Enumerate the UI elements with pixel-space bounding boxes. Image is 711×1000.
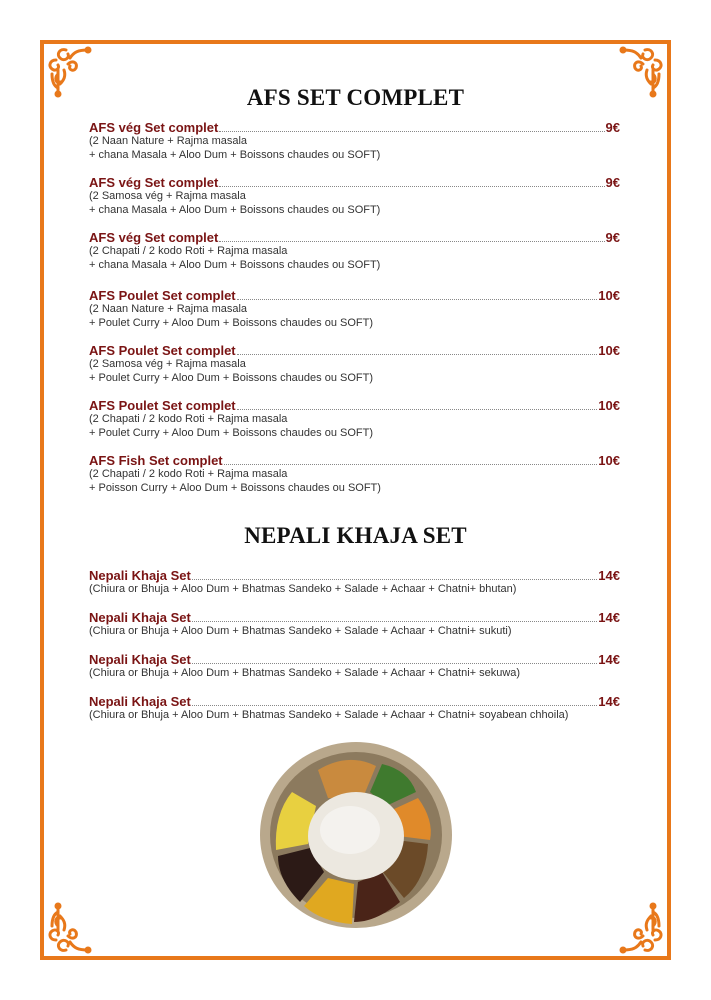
corner-ornament-icon <box>44 876 124 956</box>
item-desc-line: + chana Masala + Aloo Dum + Boissons chaudes ou SOFT) <box>89 258 381 271</box>
item-desc-line: (2 Chapati / 2 kodo Roti + Rajma masala <box>89 245 288 257</box>
item-desc-line: + Poisson Curry + Aloo Dum + Boissons chaudes ou SOFT) <box>89 481 381 494</box>
item-desc-line: + Poulet Curry + Aloo Dum + Boissons chaudes ou SOFT) <box>89 426 373 439</box>
item-desc-line: (2 Samosa vég + Rajma masala <box>89 190 246 202</box>
menu-item <box>89 652 620 681</box>
item-desc-line: (2 Naan Nature + Rajma masala <box>89 303 248 315</box>
leader-dots <box>219 131 604 132</box>
menu-item <box>89 453 620 495</box>
item-price: 14€ <box>598 610 620 625</box>
leader-dots <box>192 579 597 580</box>
item-desc-line: (Chiura or Bhuja + Aloo Dum + Bhatmas Sandeko + Salade + Achaar + Chatni+ bhutan) <box>89 583 517 595</box>
menu-item <box>89 343 620 385</box>
leader-dots <box>219 241 604 242</box>
menu-item <box>89 694 620 723</box>
item-desc-line: + chana Masala + Aloo Dum + Boissons chaudes ou SOFT) <box>89 148 381 161</box>
item-name: Nepali Khaja Set <box>89 652 191 667</box>
leader-dots <box>219 186 604 187</box>
leader-dots <box>237 299 598 300</box>
menu-item <box>89 120 620 162</box>
item-name: AFS Poulet Set complet <box>89 398 236 413</box>
item-name: AFS Poulet Set complet <box>89 343 236 358</box>
section-title-nepali-khaja: NEPALI KHAJA SET <box>244 523 467 548</box>
item-name: Nepali Khaja Set <box>89 694 191 709</box>
menu-item <box>89 230 620 272</box>
item-desc-line: (2 Naan Nature + Rajma masala <box>89 135 248 147</box>
leader-dots <box>224 464 598 465</box>
leader-dots <box>237 409 598 410</box>
item-price: 10€ <box>598 343 620 358</box>
item-price: 14€ <box>598 568 620 583</box>
menu-item <box>89 398 620 440</box>
item-desc-line: (Chiura or Bhuja + Aloo Dum + Bhatmas Sandeko + Salade + Achaar + Chatni+ sukuti) <box>89 625 512 637</box>
item-price: 10€ <box>598 288 620 303</box>
item-price: 14€ <box>598 652 620 667</box>
item-price: 14€ <box>598 694 620 709</box>
item-name: Nepali Khaja Set <box>89 568 191 583</box>
corner-ornament-icon <box>44 44 124 124</box>
item-price: 10€ <box>598 398 620 413</box>
corner-ornament-icon <box>587 44 667 124</box>
item-desc-line: (Chiura or Bhuja + Aloo Dum + Bhatmas Sandeko + Salade + Achaar + Chatni+ sekuwa) <box>89 667 521 679</box>
leader-dots <box>192 663 597 664</box>
menu-item <box>89 610 620 639</box>
item-desc-line: (2 Chapati / 2 kodo Roti + Rajma masala <box>89 468 288 480</box>
item-name: AFS vég Set complet <box>89 175 219 190</box>
item-desc-line: (2 Chapati / 2 kodo Roti + Rajma masala <box>89 413 288 425</box>
item-desc-line: + chana Masala + Aloo Dum + Boissons chaudes ou SOFT) <box>89 203 381 216</box>
corner-ornament-icon <box>587 876 667 956</box>
item-desc-line: + Poulet Curry + Aloo Dum + Boissons chaudes ou SOFT) <box>89 316 373 329</box>
menu-item <box>89 175 620 217</box>
section-title-afs-set: AFS SET COMPLET <box>246 85 465 110</box>
khaja-set-bowl-image <box>258 740 454 930</box>
item-desc-line: (Chiura or Bhuja + Aloo Dum + Bhatmas Sandeko + Salade + Achaar + Chatni+ soyabean chhoila) <box>89 709 569 721</box>
leader-dots <box>192 705 597 706</box>
item-price: 10€ <box>598 453 620 468</box>
item-name: AFS Fish Set complet <box>89 453 223 468</box>
menu-item <box>89 288 620 330</box>
item-name: AFS vég Set complet <box>89 120 219 135</box>
item-desc-line: + Poulet Curry + Aloo Dum + Boissons chaudes ou SOFT) <box>89 371 373 384</box>
item-desc-line: (2 Samosa vég + Rajma masala <box>89 358 246 370</box>
menu-item <box>89 568 620 597</box>
item-name: AFS vég Set complet <box>89 230 219 245</box>
item-name: AFS Poulet Set complet <box>89 288 236 303</box>
item-price: 9€ <box>605 175 620 190</box>
item-name: Nepali Khaja Set <box>89 610 191 625</box>
item-price: 9€ <box>605 230 620 245</box>
item-price: 9€ <box>605 120 620 135</box>
leader-dots <box>192 621 597 622</box>
leader-dots <box>237 354 598 355</box>
